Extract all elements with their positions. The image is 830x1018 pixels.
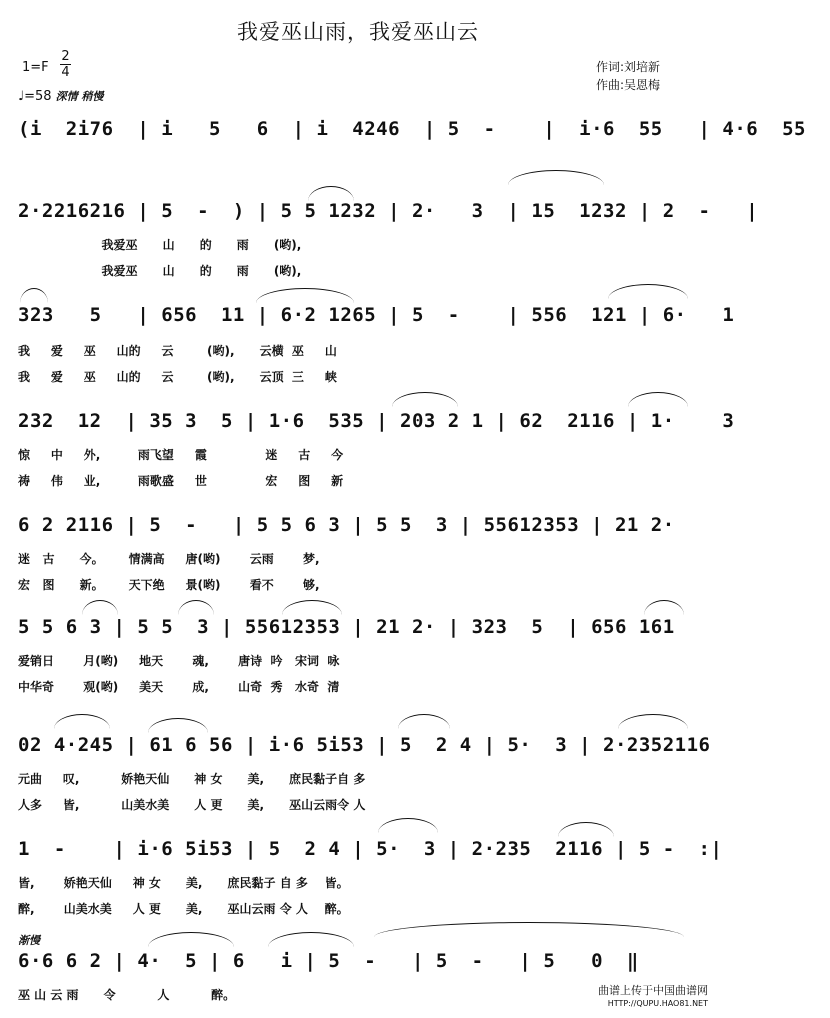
slur [378, 818, 438, 833]
quarter-note-icon: ♩ [18, 89, 25, 104]
slur [178, 600, 214, 615]
lyric-verse-1: 爱销日 月(哟) 地天 魂, 唐诗 吟 宋词 咏 [18, 654, 340, 668]
slur [20, 288, 48, 303]
slur [148, 718, 208, 733]
notes-line: 232 12 | 35 3 5 | 1·6 535 | 203 2 1 | 62 2116 | 1· 3 [18, 410, 735, 432]
lyric-verse-1: 元曲 叹, 娇艳天仙 神 女 美, 庶民黏子自 多 [18, 772, 366, 786]
site-watermark [598, 984, 708, 1010]
lyric-verse-1: 我爱巫 山 的 雨 (哟), [18, 238, 302, 252]
slur [268, 932, 354, 947]
slur [392, 392, 458, 407]
slur [374, 922, 684, 937]
lyric-verse-2: 祷 伟 业, 雨歌盛 世 宏 图 新 [18, 474, 344, 488]
lyric-verse-2: 醉, 山美水美 人 更 美, 巫山云雨 令 人 醉。 [18, 902, 349, 916]
lyric-verse-1: 皆, 娇艳天仙 神 女 美, 庶民黏子 自 多 皆。 [18, 876, 349, 890]
key-signature: 1=F [22, 60, 49, 75]
composer-credit: 作曲:吴恩梅 [596, 78, 661, 92]
slur [148, 932, 234, 947]
slur [618, 714, 688, 729]
slur [628, 392, 688, 407]
slur [398, 714, 450, 729]
notes-line: 02 4·245 | 61 6 56 | i·6 5i53 | 5 2 4 | 5· 3 | 2·2352116 [18, 734, 711, 756]
notes-line: 1 - | i·6 5i53 | 5 2 4 | 5· 3 | 2·235 2116 | 5 - :| [18, 838, 723, 860]
slur [508, 170, 604, 185]
slur [54, 714, 110, 729]
notes-line: 6 2 2116 | 5 - | 5 5 6 3 | 5 5 3 | 55612353 | 21 2· [18, 514, 675, 536]
expression-mark: 深情 稍慢 [55, 90, 104, 103]
meter-top: 2 [61, 49, 70, 64]
slur [282, 600, 342, 615]
slur [82, 600, 118, 615]
watermark-line-2: HTTP://QUPU.HAO81.NET [607, 999, 708, 1008]
tempo-marking [18, 88, 103, 104]
lyric-verse-2: 人多 皆, 山美水美 人 更 美, 巫山云雨令 人 [18, 798, 366, 812]
notes-line: (i 2i76 | i 5 6 | i 4246 | 5 - | i·6 55 | 4·6 55 [18, 118, 830, 140]
slur [608, 284, 688, 299]
time-signature [60, 49, 71, 80]
tempo-value: =58 [24, 89, 52, 104]
watermark-line-1: 曲谱上传于中国曲谱网 [598, 984, 708, 997]
lyric-verse-1: 我 爱 巫 山的 云 (哟), 云横 巫 山 [18, 344, 337, 358]
notes-line: 5 5 6 3 | 5 5 3 | 55612353 | 21 2· | 323 5 | 656 161 [18, 616, 675, 638]
lyric-verse-2: 中华奇 观(哟) 美天 成, 山奇 秀 水奇 清 [18, 680, 340, 694]
slur [308, 186, 354, 201]
notes-line: 323 5 | 656 11 | 6·2 1265 | 5 - | 556 121 | 6· 1 [18, 304, 735, 326]
lyric-verse-1: 惊 中 外, 雨飞望 霞 迷 古 今 [18, 448, 344, 462]
lyric-verse-1: 巫 山 云 雨 令 人 醉。 [18, 988, 236, 1002]
notes-line: 2·2216216 | 5 - ) | 5 5 1232 | 2· 3 | 15 1232 | 2 - | [18, 200, 759, 222]
lyricist-credit: 作词:刘培新 [596, 60, 661, 74]
notes-line: 6·6 6 2 | 4· 5 | 6 i | 5 - | 5 - | 5 0 ‖ [18, 950, 639, 972]
lyric-verse-2: 我爱巫 山 的 雨 (哟), [18, 264, 302, 278]
lyric-verse-2: 宏 图 新。 天下绝 景(哟) 看不 够, [18, 578, 320, 592]
slur [644, 600, 684, 615]
slur [256, 288, 354, 303]
lyric-verse-1: 迷 古 今。 情满高 唐(哟) 云雨 梦, [18, 552, 320, 566]
slur [558, 822, 614, 837]
page-title: 我爱巫山雨，我爱巫山云 [237, 20, 479, 44]
slowing-mark: 渐慢 [18, 934, 40, 947]
lyric-verse-2: 我 爱 巫 山的 云 (哟), 云顶 三 峡 [18, 370, 337, 384]
meter-bottom: 4 [61, 65, 70, 80]
